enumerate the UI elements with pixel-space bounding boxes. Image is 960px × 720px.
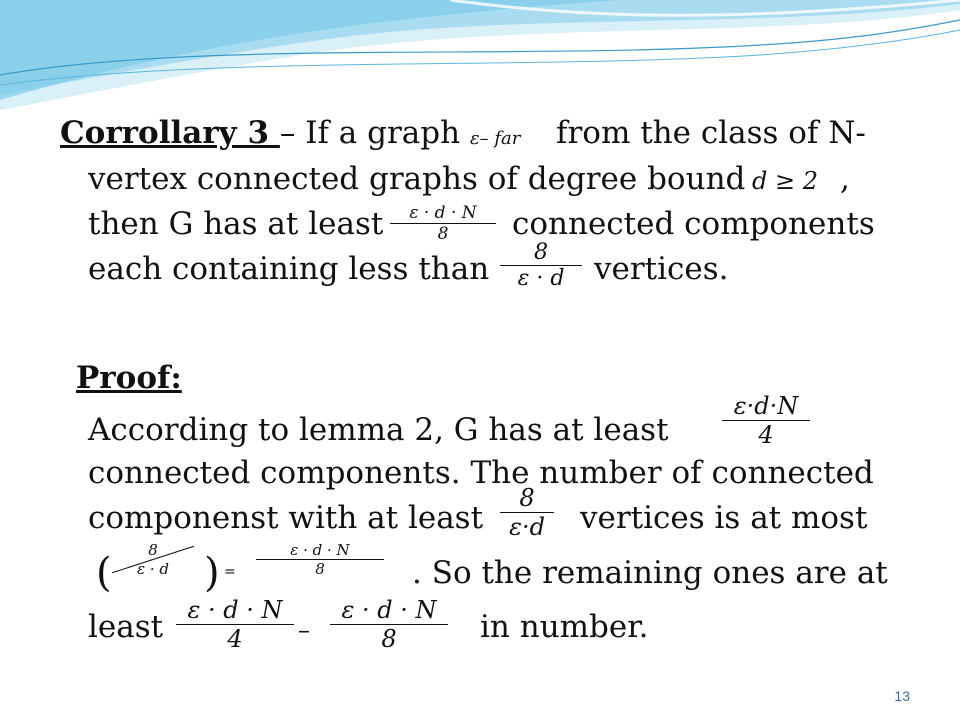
fraction-edn-over-8-2: ε · d · N 8 (256, 541, 384, 578)
corollary-line-4-end: vertices. (594, 251, 729, 287)
corollary-text: – If a graph (279, 115, 461, 151)
degree-bound-formula: d ≥ 2 (752, 167, 818, 195)
proof-line-3-end: vertices is at most (580, 500, 868, 536)
fraction-8-over-ed-2: 8 ε·d (500, 484, 554, 541)
fraction-edn-over-4: ε·d·N 4 (722, 392, 810, 449)
proof-line-5-end: in number. (480, 609, 649, 645)
corollary-line-1 (60, 115, 460, 151)
corollary-line-1-end: from the class of N- (556, 115, 866, 151)
fraction-8-over-ed-inner: 8 ε · d (110, 541, 196, 578)
page-number: 13 (894, 688, 910, 704)
paren-left: ( (96, 550, 112, 596)
proof-line-3: componenst with at least (88, 500, 484, 536)
proof-line-2: connected components. The number of connected (88, 455, 874, 491)
proof-line-1: According to lemma 2, G has at least (88, 412, 669, 448)
fraction-edn-over-8-3: ε · d · N 8 (330, 596, 448, 653)
fraction-edn-over-4-2: ε · d · N 4 (176, 596, 294, 653)
fraction-8-over-ed: 8 ε · d (500, 240, 582, 291)
fraction-edn-over-8: ε · d · N 8 (390, 203, 496, 244)
corollary-line-3: then G has at least (88, 206, 384, 242)
corollary-line-2: vertex connected graphs of degree bound (88, 161, 746, 197)
corollary-line-4: each containing less than (88, 251, 490, 287)
corollary-comma: , (840, 161, 850, 197)
paren-right: ) (204, 550, 220, 596)
proof-line-4-end: . So the remaining ones are at (412, 555, 888, 591)
proof-heading: Proof: (76, 360, 182, 396)
proof-line-5: least (88, 609, 164, 645)
epsilon-far-formula: ε– far (470, 128, 521, 149)
minus-sign: – (298, 616, 310, 644)
corollary-title: Corrollary 3 (60, 115, 280, 151)
equals-sign: = (224, 564, 236, 580)
header-wave-decoration (0, 0, 960, 120)
corollary-line-3-end: connected components (512, 206, 875, 242)
